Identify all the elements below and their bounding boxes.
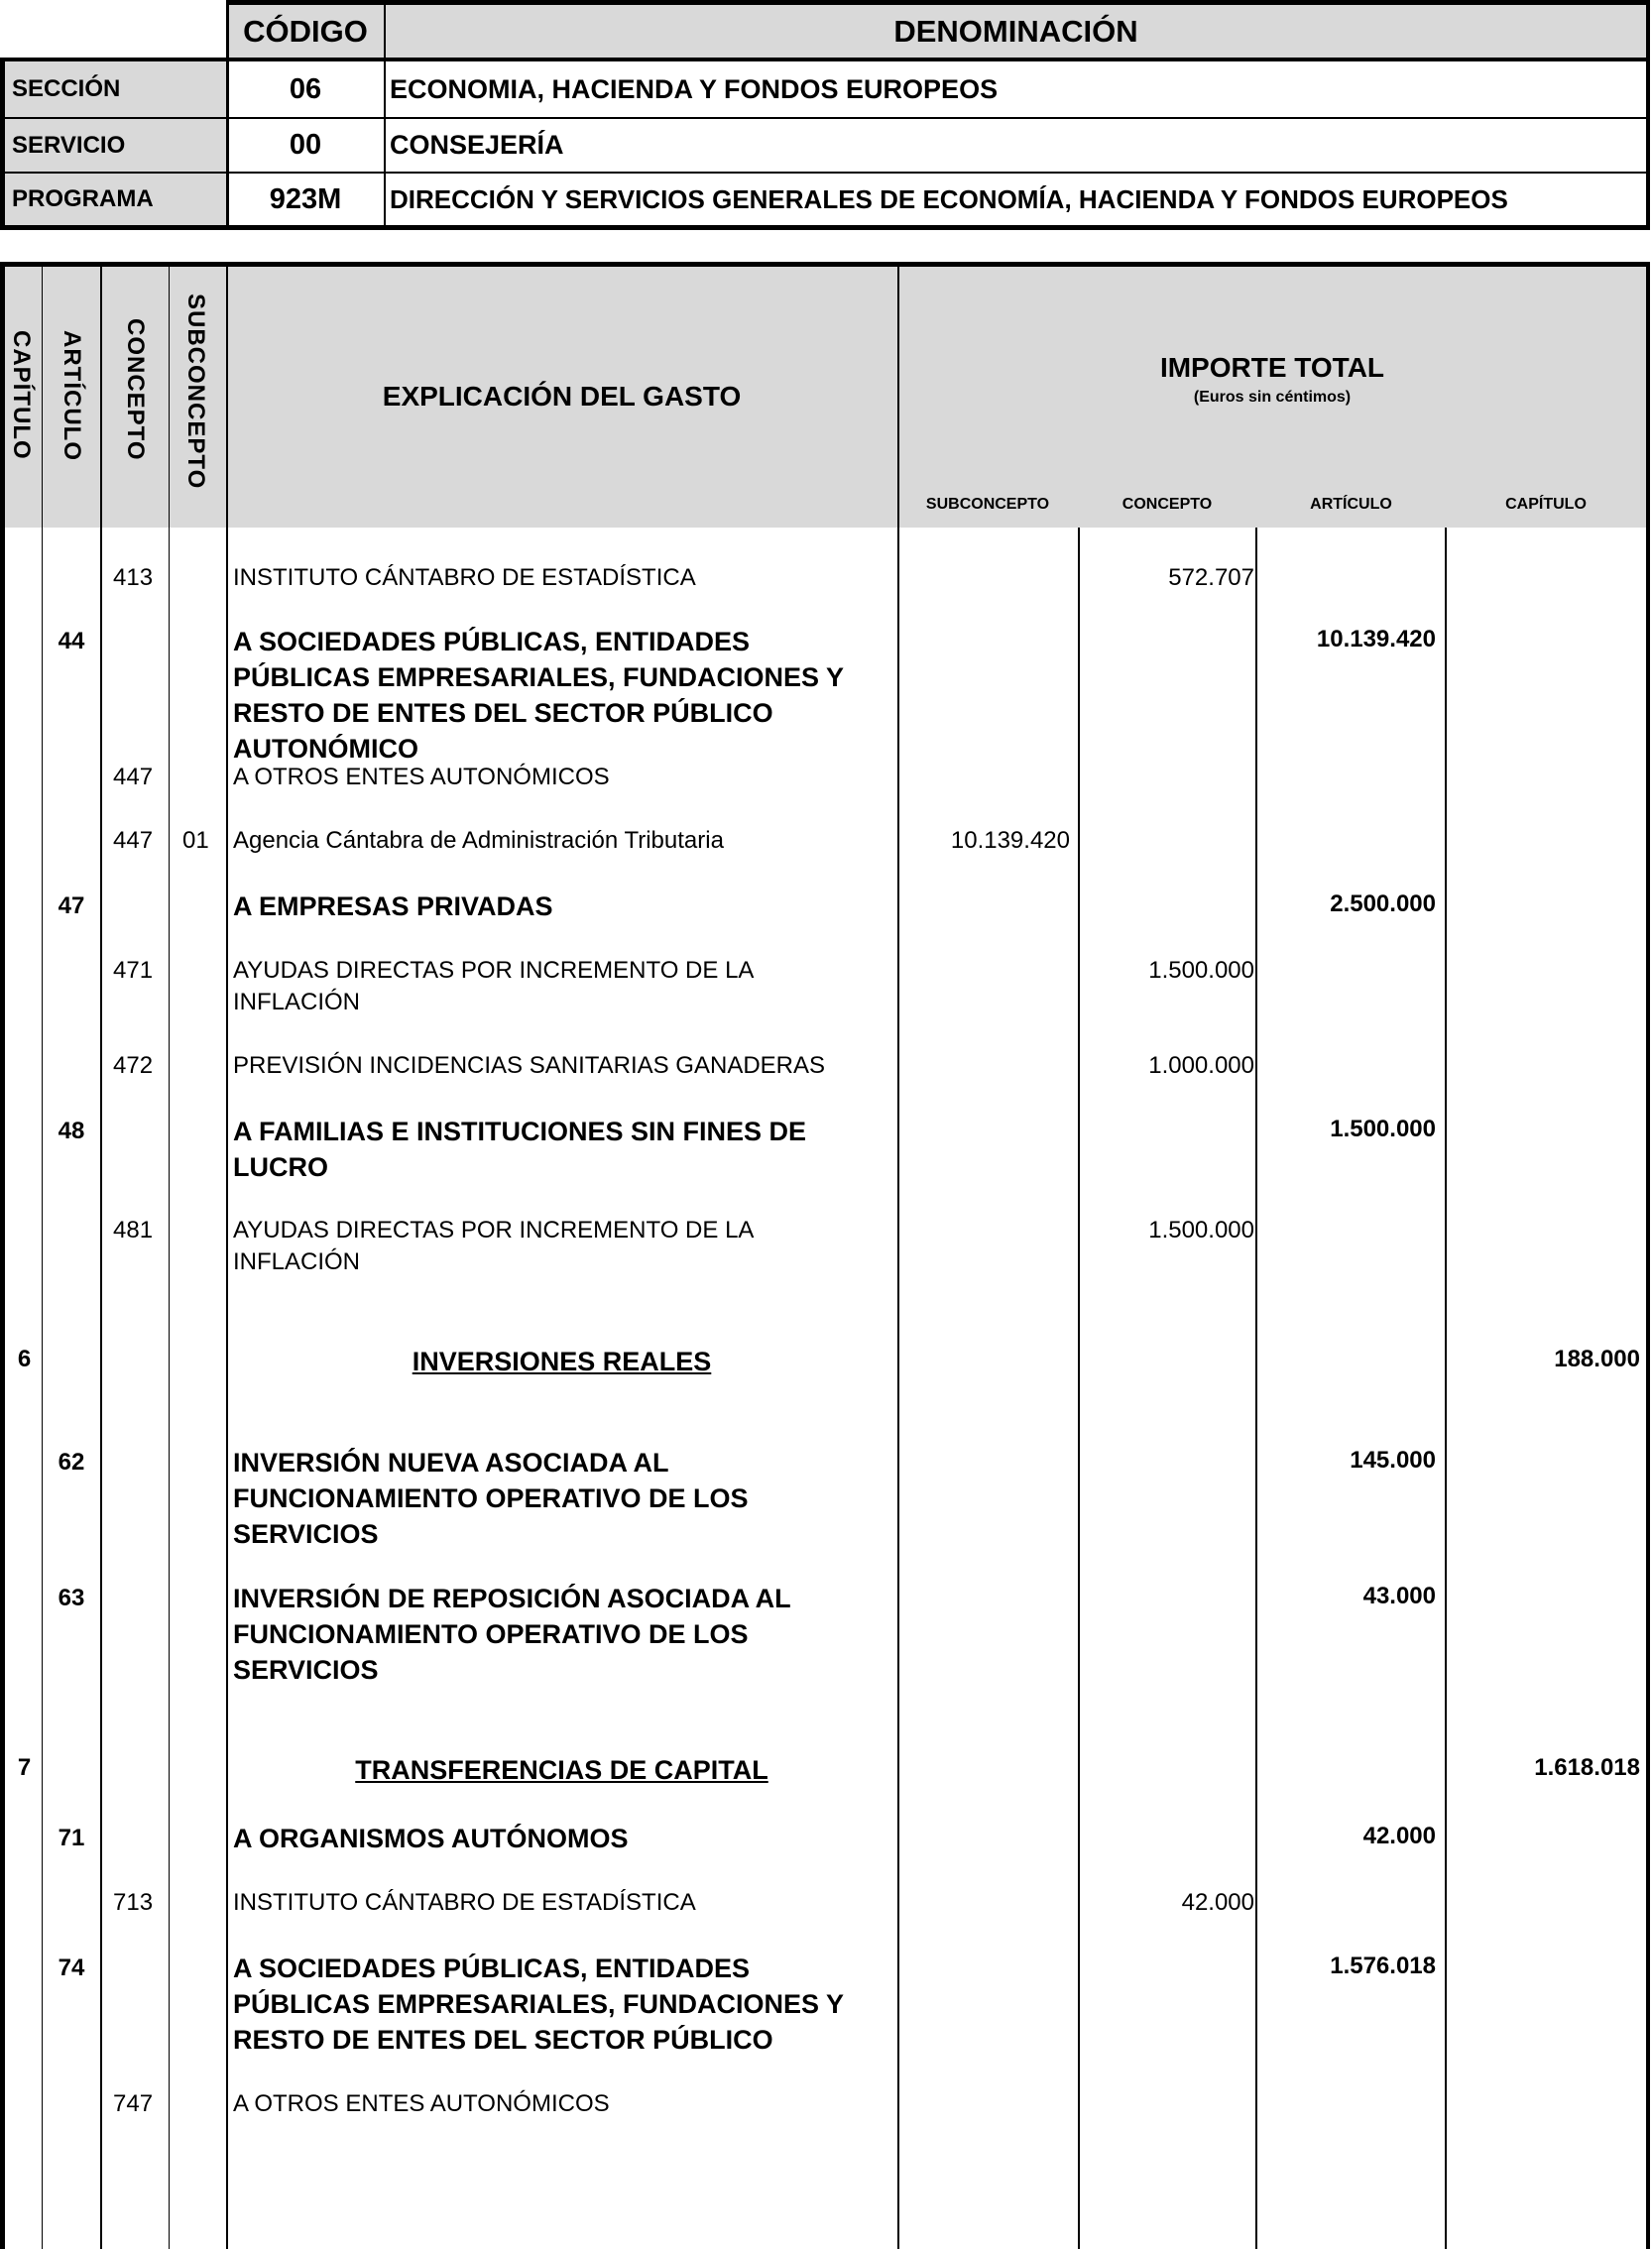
articulo-code: 63 [58, 1585, 85, 1611]
divider [0, 262, 1650, 267]
amount-concepto: 572.707 [1168, 564, 1254, 591]
amount-articulo: 1.500.000 [1330, 1116, 1436, 1142]
article-description: A SOCIEDADES PÚBLICAS, ENTIDADES PÚBLICAS EMPRESARIALES, FUNDACIONES Y RESTO DE ENTES DEL SECTOR PÚBLICO AUTONÓMICO [233, 627, 844, 764]
amount-capitulo: 188.000 [1554, 1346, 1640, 1372]
concept-description: Agencia Cántabra de Administración Tributaria [233, 827, 724, 854]
col-subconcepto: SUBCONCEPTO [182, 294, 209, 490]
concepto-code: 481 [113, 1217, 154, 1243]
programa-label: PROGRAMA [12, 185, 154, 212]
concepto-code: 472 [113, 1052, 154, 1079]
concepto-code: 413 [113, 564, 154, 591]
col-amount-concepto: CONCEPTO [1121, 496, 1213, 513]
amount-articulo: 42.000 [1362, 1823, 1436, 1849]
articulo-code: 47 [58, 892, 85, 919]
denominacion-header: DENOMINACIÓN [893, 13, 1138, 49]
col-explicacion: EXPLICACIÓN DEL GASTO [382, 381, 742, 412]
seccion-name: ECONOMIA, HACIENDA Y FONDOS EUROPEOS [390, 73, 999, 104]
importe-note: (Euros sin céntimos) [1193, 389, 1352, 406]
amount-articulo: 43.000 [1362, 1583, 1436, 1609]
divider [169, 265, 170, 2249]
amount-concepto: 1.500.000 [1148, 957, 1254, 984]
amount-concepto: 1.500.000 [1148, 1217, 1254, 1243]
article-description: INVERSIÓN NUEVA ASOCIADA AL FUNCIONAMIENTO OPERATIVO DE LOS SERVICIOS [233, 1448, 749, 1549]
concept-description: INSTITUTO CÁNTABRO DE ESTADÍSTICA [233, 564, 696, 591]
divider [226, 265, 228, 2249]
col-articulo: ARTÍCULO [59, 330, 85, 461]
articulo-code: 44 [58, 628, 85, 654]
amount-articulo: 10.139.420 [1316, 626, 1436, 652]
col-amount-articulo: ARTÍCULO [1310, 496, 1392, 513]
col-amount-subconcepto: SUBCONCEPTO [925, 496, 1050, 513]
concept-description: INSTITUTO CÁNTABRO DE ESTADÍSTICA [233, 1889, 696, 1916]
programa-name: DIRECCIÓN Y SERVICIOS GENERALES DE ECONOMÍA, HACIENDA Y FONDOS EUROPEOS [390, 183, 1508, 214]
amount-concepto: 1.000.000 [1148, 1052, 1254, 1079]
seccion-label: SECCIÓN [12, 75, 121, 102]
article-description: A FAMILIAS E INSTITUCIONES SIN FINES DE LUCRO [233, 1117, 807, 1182]
concepto-code: 447 [113, 827, 154, 854]
concepto-code: 713 [113, 1889, 154, 1916]
chapter-title: INVERSIONES REALES [412, 1347, 712, 1376]
article-description: A ORGANISMOS AUTÓNOMOS [233, 1824, 629, 1853]
divider [1646, 262, 1650, 2249]
capitulo-code: 7 [17, 1754, 32, 1781]
concepto-code: 447 [113, 764, 154, 790]
amount-subconcepto: 10.139.420 [950, 827, 1070, 854]
divider [100, 265, 102, 2249]
concept-description: AYUDAS DIRECTAS POR INCREMENTO DE LA INFLACIÓN [233, 1217, 754, 1275]
amount-articulo: 1.576.018 [1330, 1953, 1436, 1979]
servicio-label: SERVICIO [12, 131, 126, 159]
concept-description: PREVISIÓN INCIDENCIAS SANITARIAS GANADERAS [233, 1052, 826, 1079]
articulo-code: 62 [58, 1449, 85, 1476]
seccion-code: 06 [289, 72, 322, 105]
divider [0, 262, 5, 2249]
servicio-code: 00 [289, 129, 322, 161]
concepto-code: 747 [113, 2090, 154, 2117]
servicio-name: CONSEJERÍA [390, 130, 564, 160]
divider [897, 265, 899, 2249]
divider [1078, 528, 1080, 2249]
subconcepto-code: 01 [182, 827, 209, 854]
chapter-title: TRANSFERENCIAS DE CAPITAL [355, 1755, 768, 1785]
programa-code: 923M [269, 182, 342, 215]
concept-description: A OTROS ENTES AUTONÓMICOS [233, 764, 610, 790]
amount-concepto: 42.000 [1181, 1889, 1254, 1916]
divider [1445, 528, 1447, 2249]
divider [1646, 0, 1650, 230]
capitulo-code: 6 [17, 1346, 32, 1372]
articulo-code: 48 [58, 1118, 85, 1144]
divider [42, 265, 43, 2249]
article-description: A SOCIEDADES PÚBLICAS, ENTIDADES PÚBLICAS EMPRESARIALES, FUNDACIONES Y RESTO DE ENTES DEL SECTOR PÚBLICO [233, 1953, 844, 2055]
concepto-code: 471 [113, 957, 154, 984]
articulo-code: 71 [58, 1825, 85, 1851]
divider [0, 225, 1649, 230]
divider [1255, 528, 1257, 2249]
col-importe-total: IMPORTE TOTAL [1159, 352, 1385, 383]
articulo-code: 74 [58, 1954, 85, 1981]
col-concepto: CONCEPTO [122, 318, 149, 461]
col-capitulo: CAPÍTULO [8, 330, 35, 460]
amount-articulo: 2.500.000 [1330, 890, 1436, 917]
article-description: A EMPRESAS PRIVADAS [233, 891, 553, 921]
col-amount-capitulo: CAPÍTULO [1505, 496, 1587, 513]
concept-description: AYUDAS DIRECTAS POR INCREMENTO DE LA INFLACIÓN [233, 957, 754, 1015]
article-description: INVERSIÓN DE REPOSICIÓN ASOCIADA AL FUNCIONAMIENTO OPERATIVO DE LOS SERVICIOS [233, 1584, 791, 1685]
amount-capitulo: 1.618.018 [1534, 1754, 1640, 1781]
divider [0, 58, 5, 230]
amount-articulo: 145.000 [1350, 1447, 1436, 1474]
codigo-header: CÓDIGO [243, 13, 368, 49]
concept-description: A OTROS ENTES AUTONÓMICOS [233, 2090, 610, 2117]
